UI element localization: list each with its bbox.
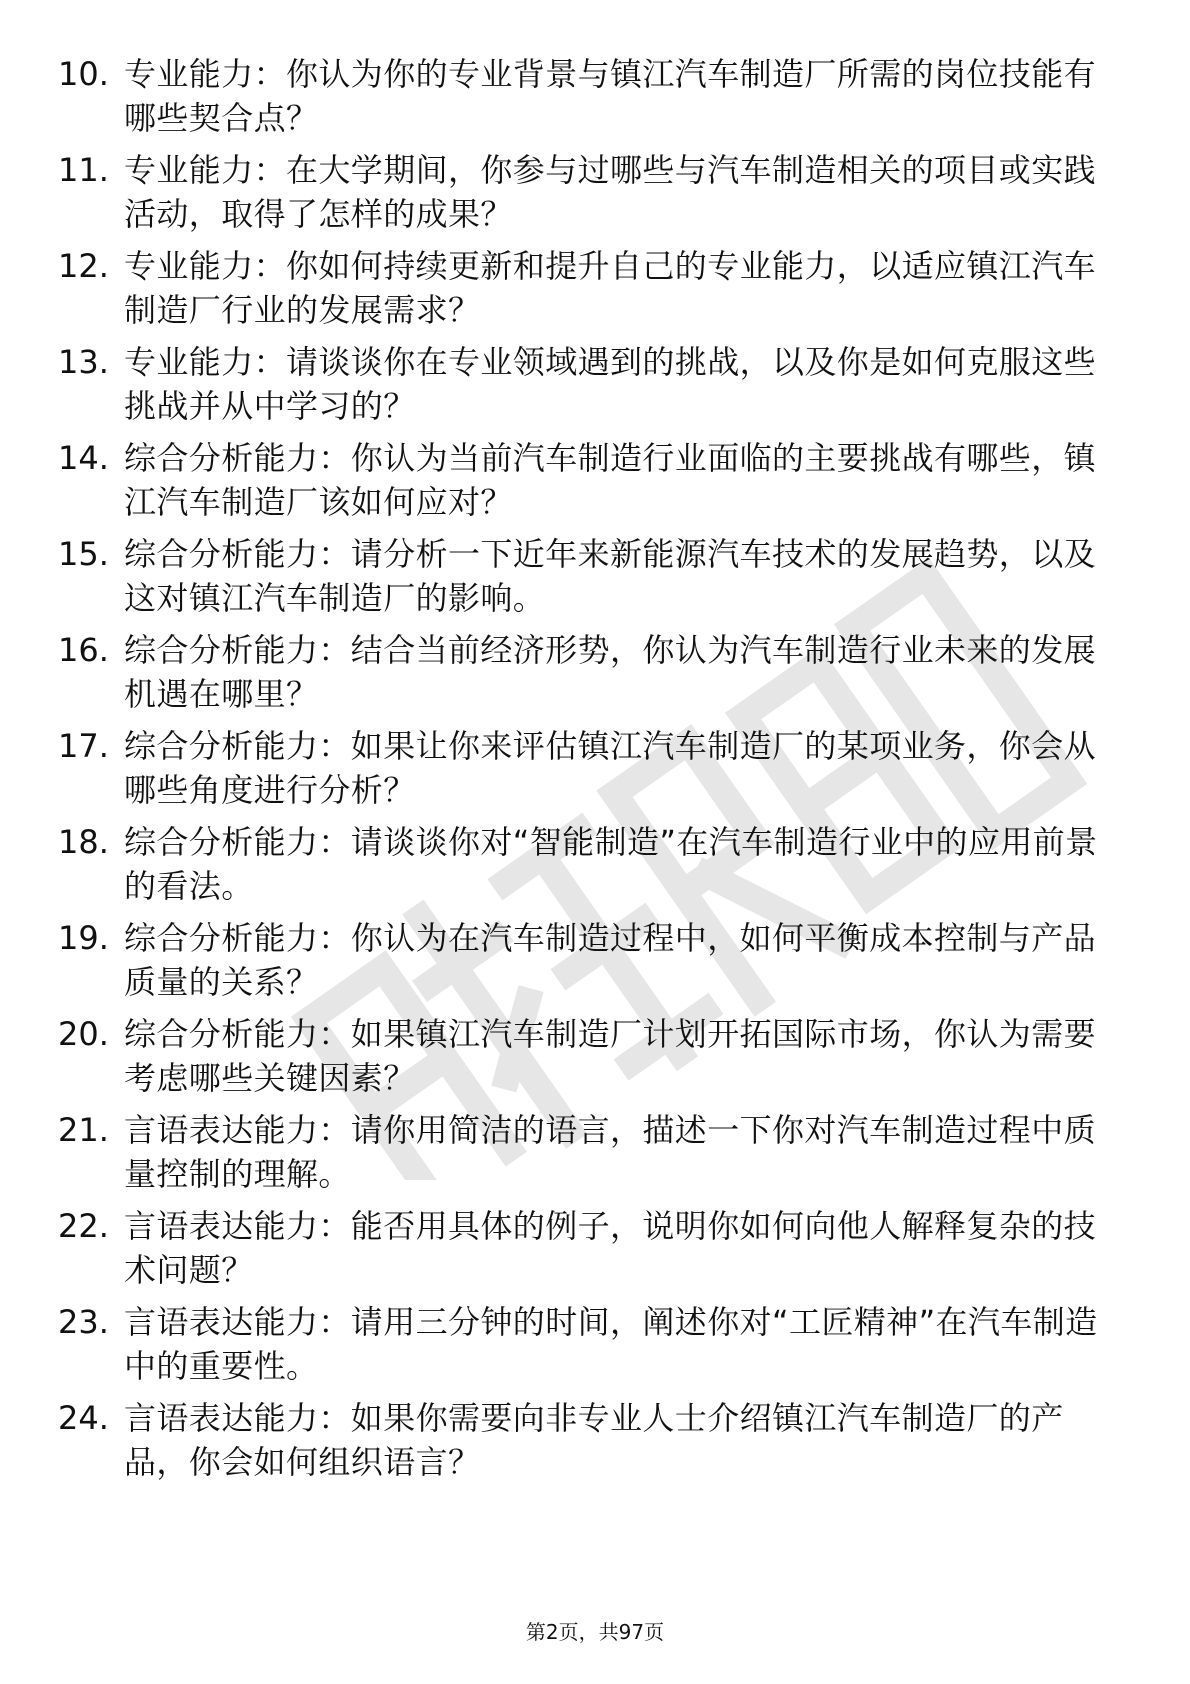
question-number: 18.	[58, 823, 109, 861]
list-item	[58, 1204, 1118, 1292]
question-number: 11.	[58, 151, 109, 189]
question-number: 16.	[58, 631, 109, 669]
list-item	[58, 52, 1118, 140]
question-number: 22.	[58, 1207, 109, 1245]
question-text: 综合分析能力：你认为在汽车制造过程中，如何平衡成本控制与产品质量的关系？	[124, 919, 1097, 1001]
list-item	[58, 916, 1118, 1004]
question-text: 专业能力：你认为你的专业背景与镇江汽车制造厂所需的岗位技能有哪些契合点？	[124, 55, 1097, 137]
list-item	[58, 436, 1118, 524]
list-item	[58, 724, 1118, 812]
question-text: 综合分析能力：你认为当前汽车制造行业面临的主要挑战有哪些，镇江汽车制造厂该如何应对？	[124, 439, 1097, 521]
question-text: 专业能力：请谈谈你在专业领域遇到的挑战，以及你是如何克服这些挑战并从中学习的？	[124, 343, 1097, 425]
question-number: 14.	[58, 439, 109, 477]
question-text: 言语表达能力：如果你需要向非专业人士介绍镇江汽车制造厂的产品，你会如何组织语言？	[124, 1399, 1064, 1481]
list-item	[58, 1012, 1118, 1100]
question-text: 综合分析能力：请谈谈你对“智能制造”在汽车制造行业中的应用前景的看法。	[124, 823, 1098, 905]
question-text: 专业能力：你如何持续更新和提升自己的专业能力，以适应镇江汽车制造厂行业的发展需求？	[124, 247, 1097, 329]
question-list	[58, 52, 1118, 1492]
question-text: 言语表达能力：请用三分钟的时间，阐述你对“工匠精神”在汽车制造中的重要性。	[124, 1303, 1098, 1385]
question-number: 17.	[58, 727, 109, 765]
list-item	[58, 1300, 1118, 1388]
page-number-footer: 第2页，共97页	[525, 1620, 665, 1644]
question-number: 21.	[58, 1111, 109, 1149]
list-item	[58, 1108, 1118, 1196]
list-item	[58, 532, 1118, 620]
question-number: 24.	[58, 1399, 109, 1437]
question-text: 综合分析能力：请分析一下近年来新能源汽车技术的发展趋势，以及这对镇江汽车制造厂的影响。	[124, 535, 1097, 617]
question-text: 综合分析能力：如果镇江汽车制造厂计划开拓国际市场，你认为需要考虑哪些关键因素？	[124, 1015, 1097, 1097]
question-text: 专业能力：在大学期间，你参与过哪些与汽车制造相关的项目或实践活动，取得了怎样的成果？	[124, 151, 1097, 233]
list-item	[58, 340, 1118, 428]
question-number: 15.	[58, 535, 109, 573]
question-number: 10.	[58, 55, 109, 93]
question-text: 综合分析能力：如果让你来评估镇江汽车制造厂的某项业务，你会从哪些角度进行分析？	[124, 727, 1097, 809]
question-number: 12.	[58, 247, 109, 285]
question-number: 23.	[58, 1303, 109, 1341]
question-number: 20.	[58, 1015, 109, 1053]
question-text: 言语表达能力：能否用具体的例子，说明你如何向他人解释复杂的技术问题？	[124, 1207, 1097, 1289]
question-text: 言语表达能力：请你用简洁的语言，描述一下你对汽车制造过程中质量控制的理解。	[124, 1111, 1097, 1193]
question-text: 综合分析能力：结合当前经济形势，你认为汽车制造行业未来的发展机遇在哪里？	[124, 631, 1097, 713]
question-number: 13.	[58, 343, 109, 381]
list-item	[58, 244, 1118, 332]
list-item	[58, 148, 1118, 236]
question-number: 19.	[58, 919, 109, 957]
list-item	[58, 820, 1118, 908]
list-item	[58, 628, 1118, 716]
list-item	[58, 1396, 1118, 1484]
